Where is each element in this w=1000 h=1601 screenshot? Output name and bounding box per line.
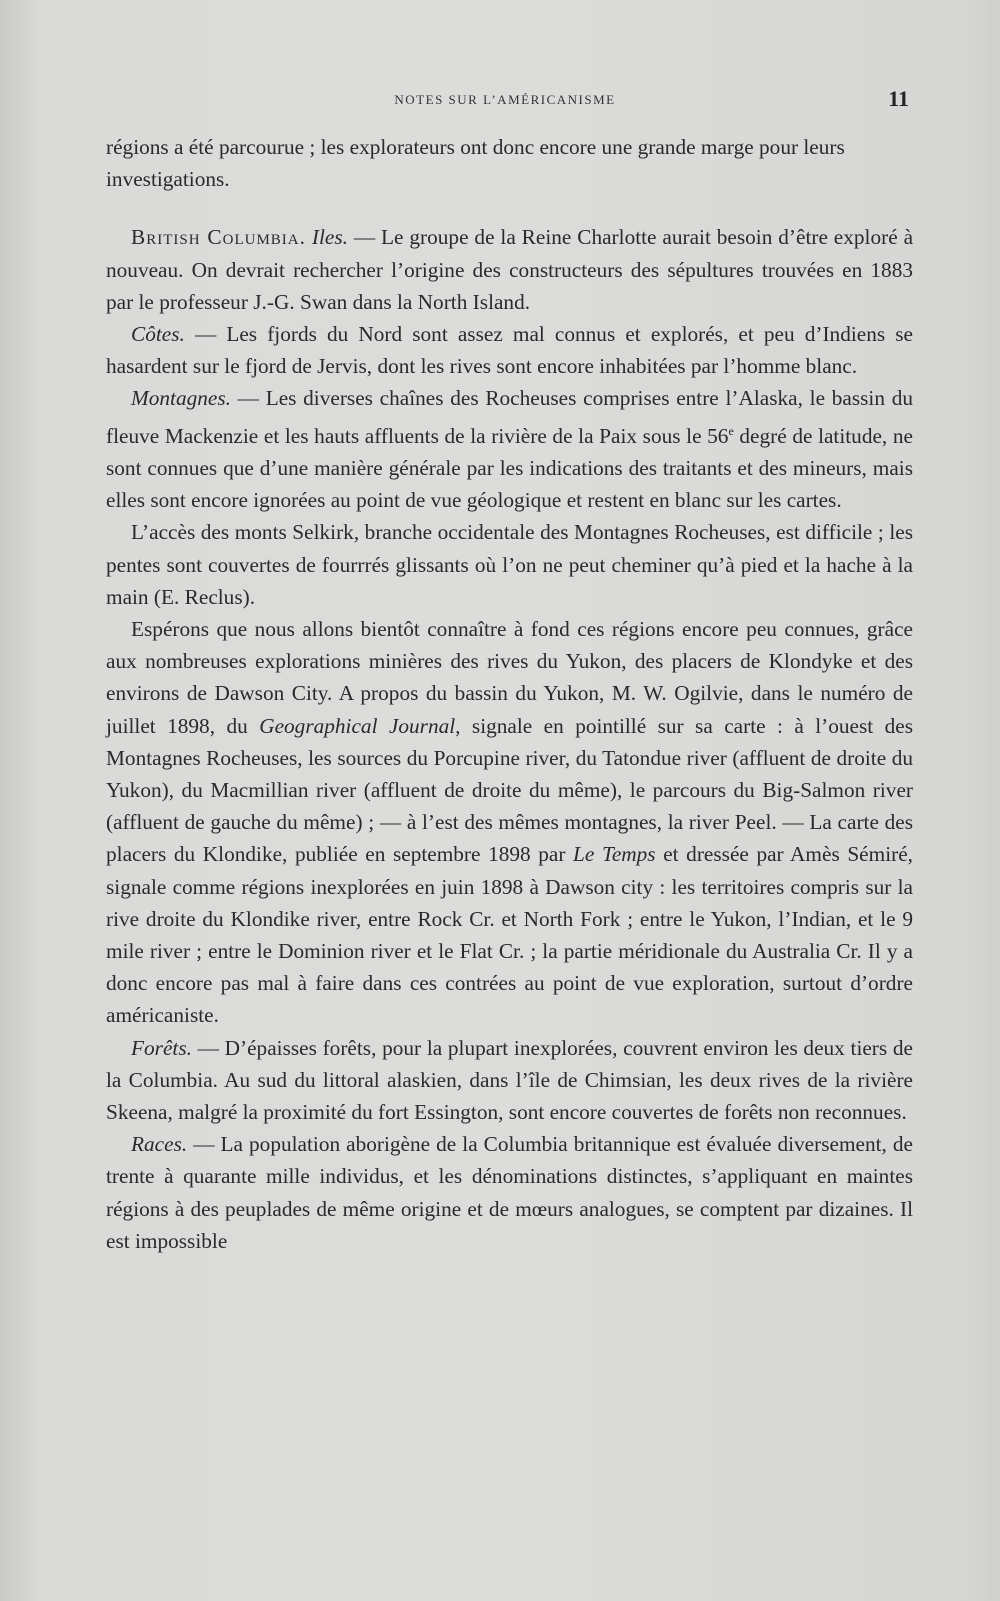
subheading-cotes: Côtes. [131, 322, 185, 347]
paragraph-text: signale en pointillé sur sa carte : à l’ouest des Montagnes Rocheuses, les sources du Porcupine river, du Tatondue river (affluent de droite du Yukon), du Macmillian river (affluent de droite du même), le parcours du Big-Salmon river (affluent de gauche du même) ; — à l’est des mêmes montagnes, la river Peel. — La carte des placers du Klondike, publiée en septembre 1898 par [106, 713, 914, 867]
paragraph-selkirk: L’accès des monts Selkirk, branche occidentale des Montagnes Rocheuses, est difficile ; les pentes sont couvertes de fourrrés glissants où l’on ne peut cheminer qu’à pied et la hache à la main (E. Reclus). [106, 520, 913, 609]
paragraph-forets [106, 1032, 913, 1129]
subheading-races: Races. [131, 1132, 188, 1157]
subheading-forets: Forêts. [131, 1035, 192, 1060]
journal-title: Geographical Journal, [259, 713, 461, 738]
paragraph-montagnes [106, 382, 913, 516]
paragraph-iles [106, 221, 913, 318]
paragraph-yukon [106, 613, 913, 1032]
paragraph-races [106, 1128, 913, 1257]
running-head [105, 86, 909, 116]
section-gap [106, 195, 913, 221]
running-title: NOTES SUR L’AMÉRICANISME [394, 92, 616, 107]
paragraph-text: Espérons que nous allons bientôt connaître à fond ces régions encore peu connues, grâce aux nombreuses explorations minières des rives du Yukon, des placers de Klondyke et des environs de Dawson City. A propos du bassin du Yukon, M. W. Ogilvie, dans le numéro de juillet 1898, du [106, 616, 913, 738]
paragraph-cotes [106, 318, 913, 382]
body-text [106, 131, 913, 1257]
paragraph-text: — Les diverses chaînes des Rocheuses comprises entre l’Alaska, le bassin du fleuve Mackenzie et les hauts affluents de la rivière de la Paix sous le 56 [106, 386, 913, 448]
paragraph-text: — La population aborigène de la Columbia britannique est évaluée diversement, de trente à quarante mille individus, et les dénominations distinctes, s’appliquant en maintes régions à des peuplades de même origine et de mœurs analogues, se comptent par dizaines. Il est impossible [106, 1132, 913, 1253]
section-heading-british-columbia: British Columbia. [131, 225, 306, 250]
paragraph-text: — Les fjords du Nord sont assez mal connus et explorés, et peu d’Indiens se hasardent sur le fjord de Jervis, dont les rives sont encore inhabitées par l’homme blanc. [106, 322, 913, 379]
paragraph-text: et dressée par Amès Sémiré, signale comme régions inexplorées en juin 1898 à Dawson city : les territoires compris sur la rive droite du Klondike river, entre Rock Cr. et North Fork ; entre le Yukon, l’Indian, et le 9 mile river ; entre le Dominion river et le Flat Cr. ; la partie méridionale du Australia Cr. Il y a donc encore pas mal à faire dans ces contrées au point de vue exploration, surtout d’ordre américaniste. [106, 842, 913, 1028]
paragraph-text: — Le groupe de la Reine Charlotte aurait besoin d’être exploré à nouveau. On devrait rechercher l’origine des constructeurs des sépultures trouvées en 1883 par le professeur J.-G. Swan dans la North Island. [106, 225, 914, 314]
newspaper-title: Le Temps [573, 842, 656, 867]
subheading-iles: Iles. [311, 225, 348, 250]
subheading-montagnes: Montagnes. [131, 386, 231, 411]
paragraph-continuation: régions a été parcourue ; les explorateurs ont donc encore une grande marge pour leurs investigations. [106, 135, 845, 192]
page-number: 11 [888, 86, 909, 111]
paragraph-text: — D’épaisses forêts, pour la plupart inexplorées, couvrent environ les deux tiers de la Columbia. Au sud du littoral alaskien, dans l’île de Chimsian, les deux rives de la rivière Skeena, malgré la proximité du fort Essington, sont encore couvertes de forêts non reconnues. [106, 1035, 913, 1124]
superscript-e: e [728, 423, 734, 438]
paragraph-text: degré de latitude, ne sont connues que d’une manière générale par les indications des traitants et des mineurs, mais elles sont encore ignorées au point de vue géologique et restent en blanc sur les cartes. [106, 423, 913, 513]
